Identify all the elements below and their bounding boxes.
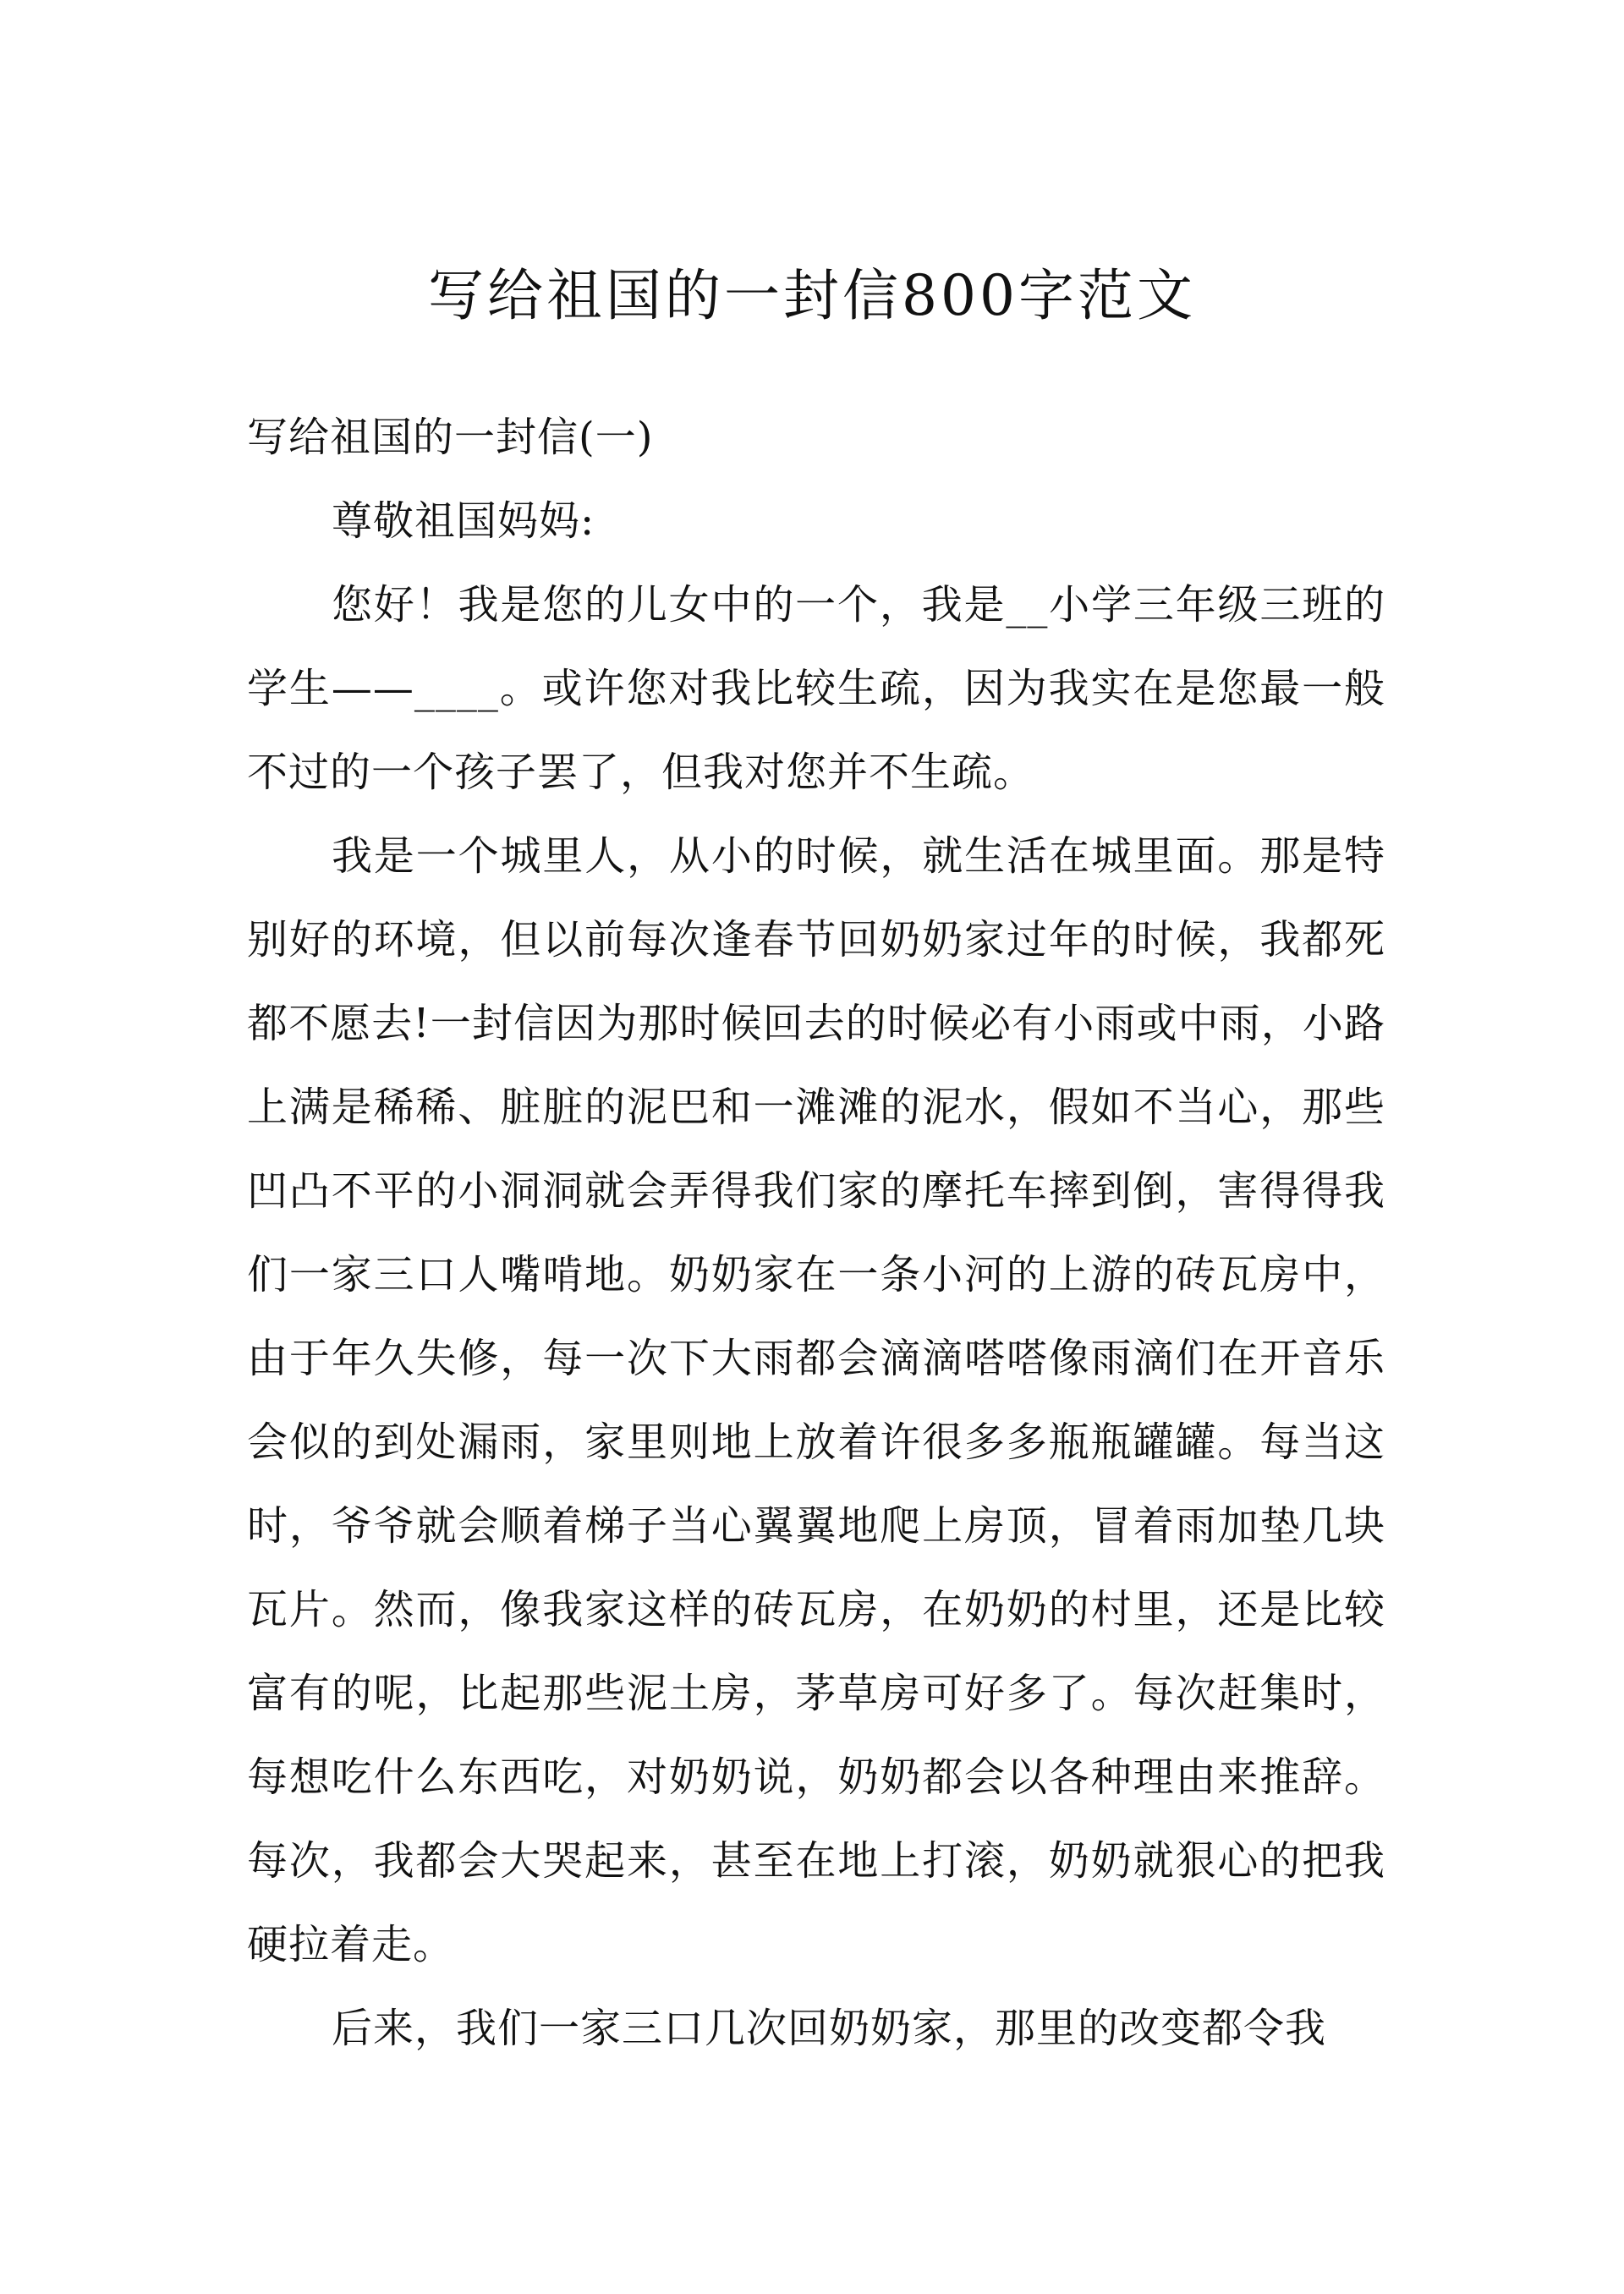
paragraph-later: 后来，我们一家三口几次回奶奶家，那里的改变都令我 xyxy=(332,2005,1327,2052)
letter-subtitle: 写给祖国的一封信(一) xyxy=(247,414,654,461)
paragraph-childhood: 我是一个城里人，从小的时候，就生活在城里面。那是特别好的环境，但以前每次逢春节回奶奶家过年的时候，我都死都不愿去!一封信因为那时候回去的时候必有小雨或中雨，小路上满是稀稀、脏脏的泥巴和一滩滩的泥水，假如不当心，那些凹凸不平的小洞洞就会弄得我们家的摩托车摔到倒，害得得我们一家三口人嘴啃地。奶奶家在一条小河的上游的砖瓦房中，由于年久失修，每一次下大雨都会滴滴嗒嗒像雨滴们在开音乐会似的到处漏雨，家里则地上放着许很多多瓶瓶罐罐。每当这时，爷爷就会顺着梯子当心翼翼地爬上房顶，冒着雨加垫几块瓦片。然而，像我家这样的砖瓦房，在奶奶的村里，还是比较富有的呢，比起那些泥土房，茅草房可好多了。每次赶集时，每想吃什么东西吃，对奶奶说，奶奶都会以各种理由来推辞。每次，我都会大哭起来，甚至在地上打滚，奶奶就狠心的把我硬拉着走。 xyxy=(247,832,1385,1968)
document-body xyxy=(247,396,1385,2071)
document-title: 写给祖国的一封信800字范文 xyxy=(428,263,1196,328)
letter-salutation: 尊敬祖国妈妈: xyxy=(332,497,595,545)
paragraph-greeting: 您好！我是您的儿女中的一个，我是__小学三年级三班的学生——____。或许您对我比较生疏，因为我实在是您最一般不过的一个孩子罢了，但我对您并不生疏。 xyxy=(247,581,1385,796)
